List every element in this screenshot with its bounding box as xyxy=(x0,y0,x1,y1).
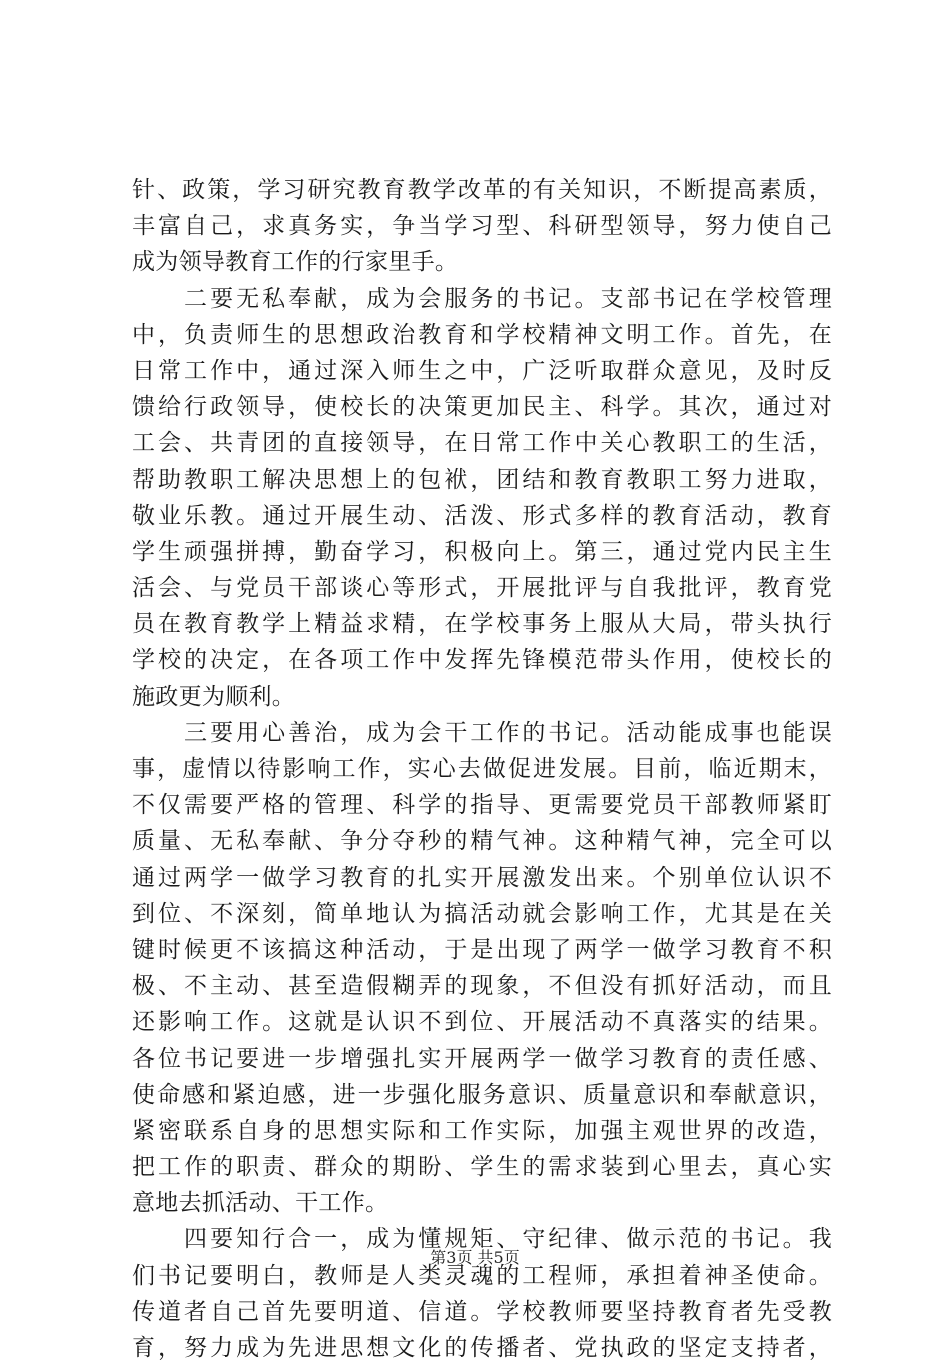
text-line: 员在教育教学上精益求精，在学校事务上服从大局，带头执行 xyxy=(132,611,832,638)
text-line: 意地去抓活动、干工作。 xyxy=(132,1190,389,1217)
text-line: 三要用心善治，成为会干工作的书记。活动能成事也能误 xyxy=(132,719,832,746)
text-line: 育，努力成为先进思想文化的传播者、党执政的坚定支持者， xyxy=(132,1335,832,1361)
text-line: 馈给行政领导，使校长的决策更加民主、科学。其次，通过对 xyxy=(132,394,832,421)
text-line: 把工作的职责、群众的期盼、学生的需求装到心里去，真心实 xyxy=(132,1154,832,1181)
text-line: 四要知行合一，成为懂规矩、守纪律、做示范的书记。我 xyxy=(132,1226,832,1253)
text-line: 工会、共青团的直接领导，在日常工作中关心教职工的生活， xyxy=(132,430,832,457)
text-line: 针、政策，学习研究教育教学改革的有关知识，不断提高素质， xyxy=(132,177,832,203)
text-line: 活会、与党员干部谈心等形式，开展批评与自我批评，教育党 xyxy=(132,575,832,602)
text-line: 通过两学一做学习教育的扎实开展激发出来。个别单位认识不 xyxy=(132,864,832,891)
text-line: 日常工作中，通过深入师生之中，广泛听取群众意见，及时反 xyxy=(132,357,832,384)
text-line: 传道者自己首先要明道、信道。学校教师要坚持教育者先受教 xyxy=(132,1298,832,1325)
text-line: 到位、不深刻，简单地认为搞活动就会影响工作，尤其是在关 xyxy=(132,900,832,927)
document-body xyxy=(132,172,832,1366)
text-line: 帮助教职工解决思想上的包袱，团结和教育教职工努力进取， xyxy=(132,466,832,493)
text-line: 敬业乐教。通过开展生动、活泼、形式多样的教育活动，教育 xyxy=(132,502,832,529)
text-line: 学生顽强拼搏，勤奋学习，积极向上。第三，通过党内民主生 xyxy=(132,538,832,565)
text-line: 紧密联系自身的思想实际和工作实际，加强主观世界的改造， xyxy=(132,1117,832,1144)
text-line: 事，虚情以待影响工作，实心去做促进发展。目前，临近期末， xyxy=(132,756,832,782)
page-footer: 第3页 共5页 xyxy=(430,1248,520,1267)
text-line: 学校的决定，在各项工作中发挥先锋模范带头作用，使校长的 xyxy=(132,647,832,674)
text-line: 质量、无私奉献、争分夺秒的精气神。这种精气神，完全可以 xyxy=(132,828,832,855)
text-line: 各位书记要进一步增强扎实开展两学一做学习教育的责任感、 xyxy=(132,1045,832,1072)
text-line: 丰富自己，求真务实，争当学习型、科研型领导，努力使自己 xyxy=(132,213,832,240)
text-line: 极、不主动、甚至造假糊弄的现象，不但没有抓好活动，而且 xyxy=(132,973,832,1000)
text-line: 施政更为顺利。 xyxy=(132,683,296,710)
text-line: 二要无私奉献，成为会服务的书记。支部书记在学校管理 xyxy=(132,285,832,312)
text-line: 键时候更不该搞这种活动，于是出现了两学一做学习教育不积 xyxy=(132,936,832,963)
text-line: 中，负责师生的思想政治教育和学校精神文明工作。首先，在 xyxy=(132,321,832,348)
text-line: 还影响工作。这就是认识不到位、开展活动不真落实的结果。 xyxy=(132,1009,832,1036)
text-line: 使命感和紧迫感，进一步强化服务意识、质量意识和奉献意识， xyxy=(132,1081,832,1108)
text-line: 不仅需要严格的管理、科学的指导、更需要党员干部教师紧盯 xyxy=(132,792,832,819)
text-line: 成为领导教育工作的行家里手。 xyxy=(132,249,459,276)
text-line: 们书记要明白，教师是人类灵魂的工程师，承担着神圣使命。 xyxy=(132,1262,832,1289)
